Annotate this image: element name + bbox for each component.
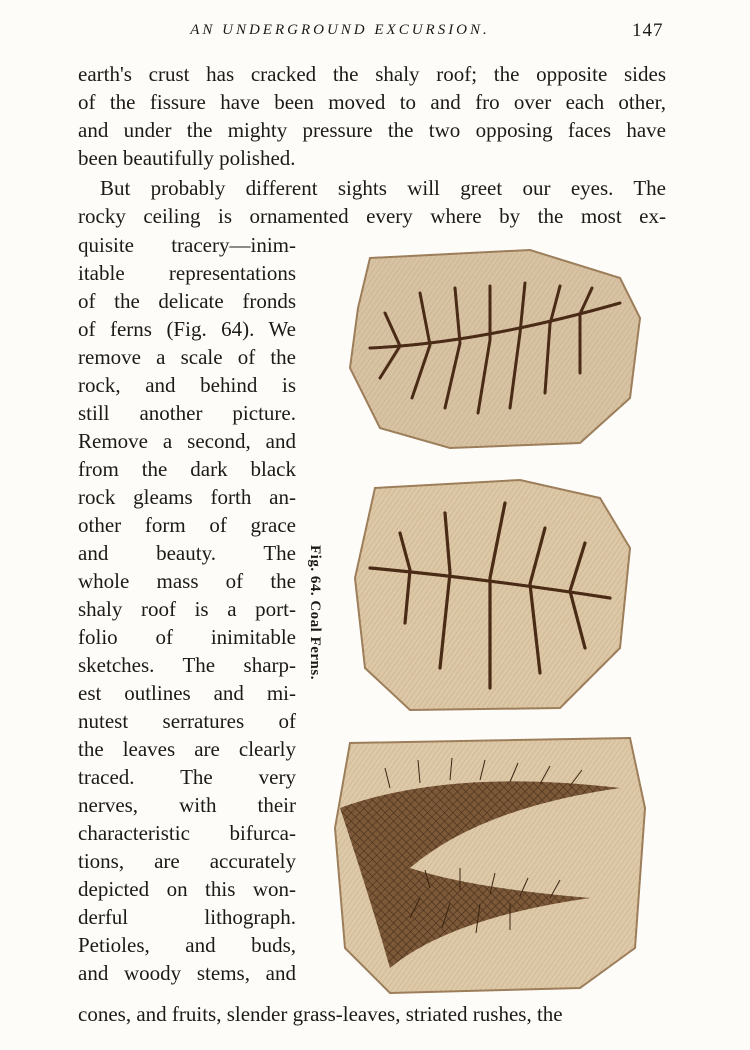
- running-head: AN UNDERGROUND EXCURSION.: [190, 22, 490, 38]
- text-line: from the dark black: [78, 457, 296, 481]
- text-line: nerves, with their: [78, 793, 296, 817]
- text-line: folio of inimitable: [78, 625, 296, 649]
- text-line: and beauty. The: [78, 541, 296, 565]
- fossil-slab-3: [335, 738, 645, 993]
- fern-fossil-illustration: [330, 248, 650, 1008]
- text-line: rock gleams forth an-: [78, 485, 296, 509]
- text-line: whole mass of the: [78, 569, 296, 593]
- text-line: the leaves are clearly: [78, 737, 296, 761]
- text-line: derful lithograph.: [78, 905, 296, 929]
- text-line: tions, are accurately: [78, 849, 296, 873]
- text-line: of ferns (Fig. 64). We: [78, 317, 296, 341]
- text-line: But probably different sights will greet our eyes. The: [100, 176, 666, 200]
- text-line: still another picture.: [78, 401, 296, 425]
- text-line: remove a scale of the: [78, 345, 296, 369]
- text-line: of the fissure have been moved to and fro over each other,: [78, 90, 666, 114]
- text-line: and woody stems, and: [78, 961, 296, 985]
- coal-ferns-figure: [330, 248, 650, 1008]
- text-line: and under the mighty pressure the two opposing faces have: [78, 118, 666, 142]
- text-line: been beautifully polished.: [78, 146, 296, 170]
- text-line: est outlines and mi-: [78, 681, 296, 705]
- text-line: traced. The very: [78, 765, 296, 789]
- text-line: of the delicate fronds: [78, 289, 296, 313]
- text-line: rock, and behind is: [78, 373, 296, 397]
- text-line: other form of grace: [78, 513, 296, 537]
- text-line: nutest serratures of: [78, 709, 296, 733]
- text-line: Petioles, and buds,: [78, 933, 296, 957]
- text-line: depicted on this won-: [78, 877, 296, 901]
- text-line: sketches. The sharp-: [78, 653, 296, 677]
- page-number: 147: [632, 20, 664, 41]
- text-line: characteristic bifurca-: [78, 821, 296, 845]
- figure-caption: Fig. 64. Coal Ferns.: [307, 545, 323, 680]
- text-line: rocky ceiling is ornamented every where by the most ex-: [78, 204, 666, 228]
- text-line: earth's crust has cracked the shaly roof; the opposite sides: [78, 62, 666, 86]
- text-line: quisite tracery—inim-: [78, 233, 296, 257]
- fossil-slab-2: [355, 480, 630, 710]
- text-line: cones, and fruits, slender grass-leaves, striated rushes, the: [78, 1002, 563, 1026]
- fossil-slab-1: [350, 250, 640, 448]
- text-line: Remove a second, and: [78, 429, 296, 453]
- text-line: shaly roof is a port-: [78, 597, 296, 621]
- text-line: itable representations: [78, 261, 296, 285]
